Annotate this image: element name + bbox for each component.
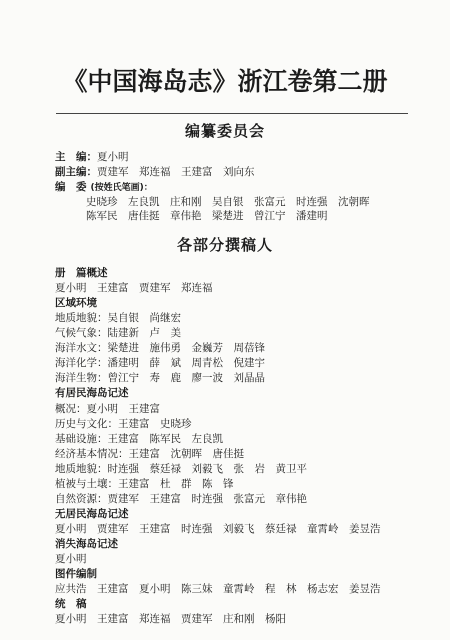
author-entry: 概况：夏小明 王建富 <box>55 402 160 415</box>
author-section-label: 图件编制 <box>55 568 97 580</box>
author-section-label: 统 稿 <box>55 598 87 611</box>
author-entry: 海洋化学：潘建明 薛 斌 周青松 倪建宇 <box>55 357 265 370</box>
author-entry: 历史与文化：王建富 史晓珍 <box>55 417 192 430</box>
authors-heading: 各部分撰稿人 <box>176 236 273 254</box>
deputy-editor-names: 贾建军 郑连福 王建富 刘向东 <box>97 166 255 178</box>
chief-editor-label: 主 编： <box>55 151 97 163</box>
author-section-label: 册 篇概述 <box>55 267 108 279</box>
author-entry: 海洋生物：曾江宁 寿 鹿 廖一波 刘晶晶 <box>55 372 265 385</box>
members-label: 编 委 <box>55 181 87 193</box>
chief-editor-line <box>55 150 129 164</box>
author-section-label: 区域环境 <box>55 297 97 310</box>
author-entry: 夏小明 王建富 贾建军 郑连福 <box>55 282 213 295</box>
deputy-editor-line <box>55 165 255 179</box>
members-names-1: 史晓珍 左良凯 庄和刚 吴自银 张富元 时连强 沈朝晖 <box>86 196 370 208</box>
author-entry: 气候气象：陆建新 卢 美 <box>55 327 181 340</box>
author-entry: 基础设施：王建富 陈军民 左良凯 <box>55 432 223 445</box>
author-entry: 夏小明 王建富 郑连福 贾建军 庄和刚 杨阳 <box>55 613 286 626</box>
author-entry: 地质地貌：吴自银 尚继宏 <box>55 312 181 325</box>
author-entry: 地质地貌：时连强 蔡廷禄 刘毅飞 张 岩 黄卫平 <box>55 462 307 475</box>
author-entry: 夏小明 贾建军 王建富 时连强 刘毅飞 蔡廷禄 童霄岭 姜昱浩 <box>55 522 381 535</box>
author-entry: 植被与土壤：王建富 杜 群 陈 锋 <box>55 477 234 490</box>
committee-heading: 编纂委员会 <box>184 122 265 140</box>
author-entry: 夏小明 <box>55 553 87 565</box>
author-section-label: 消失海岛记述 <box>55 537 118 550</box>
chief-editor-name: 夏小明 <box>97 151 129 163</box>
author-entry: 海洋水文：梁楚进 施伟勇 金巍芳 周蓓锋 <box>55 342 265 355</box>
book-title: 《中国海岛志》浙江卷第二册 <box>62 67 388 96</box>
author-entry: 应共浩 王建富 夏小明 陈三妹 童霄岭 程 林 杨志宏 姜昱浩 <box>55 583 381 595</box>
deputy-editor-label: 副主编： <box>55 166 97 178</box>
author-entry: 自然资源：贾建军 王建富 时连强 张富元 章伟艳 <box>55 492 307 505</box>
members-line <box>55 180 153 195</box>
top-divider <box>56 113 408 114</box>
members-names-2: 陈军民 唐佳挺 章伟艳 梁楚进 曾江宁 潘建明 <box>86 210 328 222</box>
author-entry: 经济基本情况：王建富 沈朝晖 唐佳挺 <box>55 447 244 460</box>
author-section-label: 无居民海岛记述 <box>55 507 129 520</box>
members-note: (按姓氏笔画)： <box>90 183 153 193</box>
author-section-label: 有居民海岛记述 <box>55 387 129 400</box>
